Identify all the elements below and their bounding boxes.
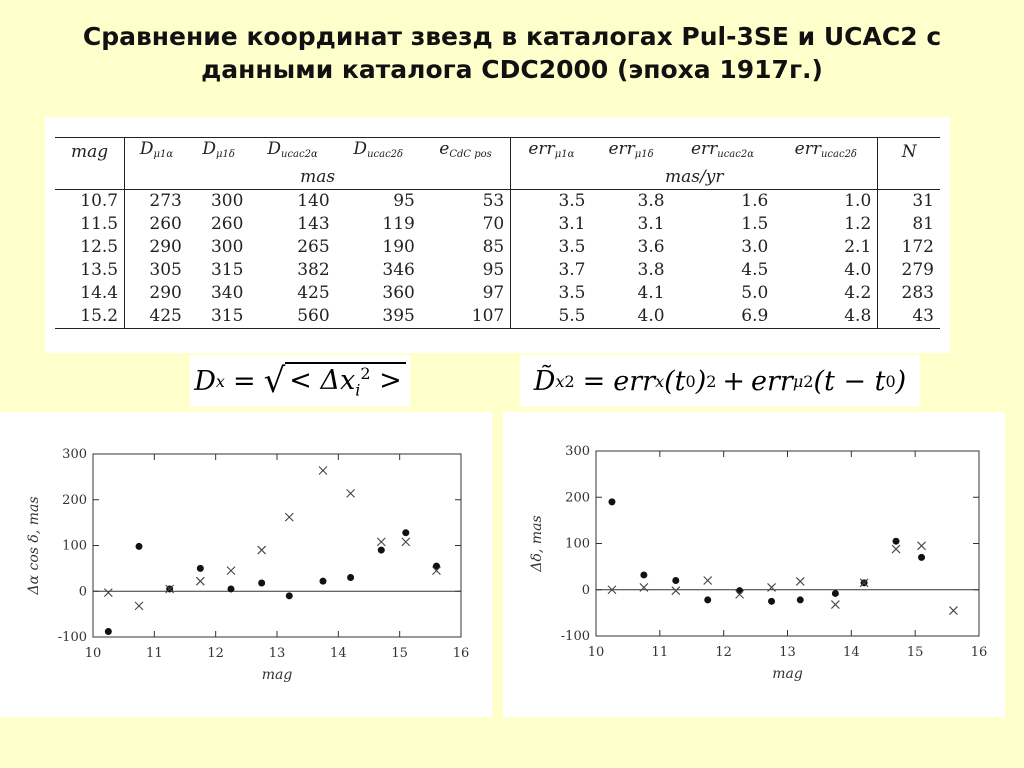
table-cell: 143: [297, 214, 330, 234]
table-cell: 14.4: [55, 282, 125, 305]
table-row: [55, 190, 940, 214]
x-axis-label: mag: [772, 666, 803, 682]
data-point-dot: [286, 592, 293, 599]
data-point-cross: [227, 567, 235, 575]
x-tick-label: 14: [330, 646, 347, 661]
table-cell: 283: [901, 283, 934, 303]
table-cell: 3.8: [637, 260, 665, 280]
col-err-mu1a: err$_{\mu 1\alpha}$: [528, 139, 575, 160]
data-point-dot: [105, 628, 112, 635]
x-tick-label: 11: [651, 645, 669, 660]
x-tick-label: 16: [970, 645, 988, 660]
data-point-cross: [949, 607, 957, 615]
table-cell: 4.2: [774, 282, 877, 305]
table-cell: 70: [421, 213, 511, 236]
data-point-dot: [704, 596, 711, 603]
table-body: [55, 190, 940, 329]
units-row: [55, 166, 940, 190]
table-cell: 340: [210, 283, 244, 303]
table-cell: 3.5: [558, 237, 586, 257]
table-cell: 300: [210, 237, 244, 257]
table-cell: 3.1: [558, 214, 586, 234]
table-cell: 305: [149, 260, 182, 280]
y-tick-label: 0: [581, 582, 590, 598]
data-point-dot: [640, 571, 647, 578]
table-cell: 290: [149, 237, 182, 257]
title-line-2: данными каталога CDC2000 (эпоха 1917г.): [201, 55, 823, 84]
data-point-dot: [918, 554, 925, 561]
data-point-cross: [196, 577, 204, 585]
table-cell: 3.1: [637, 214, 665, 234]
formula-dx: D x = √ < $\Delta x_i^2$ >: [190, 355, 410, 407]
data-point-dot: [258, 580, 265, 587]
table-cell: 2.1: [774, 236, 877, 259]
data-point-cross: [135, 602, 143, 610]
table-cell: 5.0: [741, 283, 769, 303]
col-d-mu1d: $D_{\mu 1\delta}$: [202, 139, 235, 160]
plot-frame: [93, 454, 461, 637]
data-point-cross: [377, 538, 385, 546]
col-mag: mag: [55, 138, 125, 167]
table-cell: 43: [912, 306, 934, 326]
table-cell: 4.0: [637, 306, 665, 326]
table-cell: 13.5: [55, 259, 125, 282]
data-point-cross: [285, 513, 293, 521]
table-cell: 300: [210, 191, 244, 211]
table-cell: 15.2: [55, 305, 125, 329]
y-tick-label: 300: [62, 447, 87, 462]
table-cell: 1.6: [741, 191, 769, 211]
data-point-cross: [319, 466, 327, 474]
y-tick-label: 100: [62, 538, 87, 554]
col-err-ucac2d: err$_{ucac2\delta}$: [774, 138, 877, 167]
table-cell: 3.5: [558, 191, 586, 211]
x-tick-label: 13: [779, 645, 796, 660]
table-cell: 6.9: [741, 306, 769, 326]
comparison-table: [55, 137, 940, 329]
table-cell: 95: [393, 191, 415, 211]
x-tick-label: 12: [715, 645, 732, 660]
units-masyr: mas/yr: [511, 166, 878, 190]
table-cell: 107: [421, 305, 511, 329]
table-cell: 85: [421, 236, 511, 259]
formula-dx-tilde: D̃ x 2 = err x (t 0 ) 2 + err μ 2 (t − t 0 ): [520, 355, 920, 407]
table-cell: 3.0: [741, 237, 769, 257]
table-cell: 3.6: [637, 237, 665, 257]
y-tick-label: 200: [62, 492, 87, 508]
data-point-cross: [402, 538, 410, 546]
col-d-ucac2a: $D_{ucac2\alpha}$: [267, 139, 318, 160]
col-d-ucac2d: $D_{ucac2\delta}$: [353, 139, 404, 160]
table-cell: 190: [382, 237, 415, 257]
table-cell: 260: [210, 214, 244, 234]
table-cell: 4.1: [637, 283, 665, 303]
table-cell: 279: [901, 260, 934, 280]
data-point-dot: [136, 543, 143, 550]
data-point-dot: [378, 547, 385, 554]
table-cell: 12.5: [55, 236, 125, 259]
table-row: [55, 236, 940, 259]
table-cell: 97: [421, 282, 511, 305]
data-point-dot: [736, 587, 743, 594]
y-tick-label: 200: [565, 490, 590, 506]
table-cell: 81: [912, 214, 934, 234]
table-cell: 11.5: [55, 213, 125, 236]
table-row: [55, 259, 940, 282]
data-point-cross: [258, 546, 266, 554]
table-cell: 4.5: [741, 260, 769, 280]
data-point-dot: [768, 598, 775, 605]
x-tick-label: 15: [906, 645, 924, 660]
data-point-dot: [832, 590, 839, 597]
table-cell: 560: [297, 306, 330, 326]
table-cell: 273: [149, 191, 182, 211]
table-cell: 172: [901, 237, 934, 257]
y-tick-label: -100: [57, 630, 87, 645]
table-cell: 4.8: [774, 305, 877, 329]
y-axis-label: Δδ, mas: [529, 515, 545, 572]
y-tick-label: -100: [560, 629, 590, 644]
data-point-dot: [672, 577, 679, 584]
table-cell: 95: [421, 259, 511, 282]
table-cell: 3.8: [637, 191, 665, 211]
units-mas: mas: [125, 166, 511, 190]
data-point-dot: [608, 498, 615, 505]
table-cell: 425: [297, 283, 330, 303]
y-tick-label: 0: [78, 584, 87, 600]
data-point-cross: [831, 601, 839, 609]
table-cell: 425: [149, 306, 182, 326]
title-line-1: Сравнение координат звезд в каталогах Pul-3SE и UCAC2 с: [82, 22, 942, 51]
x-tick-label: 10: [84, 646, 102, 661]
y-tick-label: 300: [565, 444, 590, 459]
table-cell: 5.5: [558, 306, 586, 326]
data-point-dot: [797, 596, 804, 603]
x-tick-label: 15: [391, 646, 408, 661]
chart-panel-ra: [0, 412, 492, 717]
col-e-cdc: $e_{CdC pos}$: [421, 138, 511, 167]
y-tick-label: 100: [565, 536, 590, 552]
data-point-cross: [918, 542, 926, 550]
chart-dec-scatter: [503, 412, 1005, 717]
table-row: [55, 282, 940, 305]
x-tick-label: 16: [452, 646, 470, 661]
table-cell: 315: [210, 306, 244, 326]
table-cell: 1.0: [774, 190, 877, 214]
data-point-cross: [672, 587, 680, 595]
y-axis-label: Δα cos δ, mas: [26, 496, 42, 595]
table-cell: 10.7: [55, 190, 125, 214]
data-point-cross: [796, 577, 804, 585]
x-tick-label: 14: [843, 645, 860, 660]
table-cell: 1.2: [774, 213, 877, 236]
table-cell: 290: [149, 283, 182, 303]
data-point-dot: [893, 538, 900, 545]
data-point-cross: [892, 545, 900, 553]
table-cell: 360: [382, 283, 415, 303]
table-row: [55, 213, 940, 236]
plot-frame: [596, 451, 979, 636]
table-cell: 140: [297, 191, 330, 211]
data-point-cross: [347, 489, 355, 497]
data-point-dot: [320, 578, 327, 585]
table-cell: 31: [912, 191, 934, 211]
x-tick-label: 12: [207, 646, 224, 661]
x-tick-label: 11: [146, 646, 163, 661]
table-cell: 4.0: [774, 259, 877, 282]
table-cell: 265: [297, 237, 330, 257]
col-err-ucac2a: err$_{ucac2\alpha}$: [690, 139, 754, 160]
header-row: [55, 138, 940, 167]
data-point-cross: [104, 589, 112, 597]
table-cell: 395: [382, 306, 415, 326]
table-cell: 260: [149, 214, 182, 234]
table-cell: 315: [210, 260, 244, 280]
slide-title: [0, 20, 1024, 86]
data-point-dot: [347, 574, 354, 581]
data-point-dot: [197, 565, 204, 572]
x-tick-label: 10: [587, 645, 605, 660]
col-err-mu1d: err$_{\mu 1\delta}$: [608, 139, 654, 160]
table-panel: [45, 117, 950, 353]
table-cell: 382: [297, 260, 330, 280]
data-point-dot: [402, 529, 409, 536]
data-point-cross: [704, 577, 712, 585]
table-row: [55, 305, 940, 329]
table-cell: 1.5: [741, 214, 769, 234]
table-cell: 3.7: [558, 260, 586, 280]
table-cell: 3.5: [558, 283, 586, 303]
chart-panel-dec: [503, 412, 1005, 717]
x-axis-label: mag: [261, 667, 293, 683]
col-d-mu1a: $D_{\mu 1\alpha}$: [139, 139, 174, 160]
col-n: N: [901, 141, 917, 162]
chart-ra-scatter: [0, 412, 492, 717]
data-point-dot: [228, 585, 235, 592]
table-cell: 346: [382, 260, 415, 280]
table-cell: 119: [382, 214, 415, 234]
table-cell: 53: [421, 190, 511, 214]
x-tick-label: 13: [268, 646, 286, 661]
